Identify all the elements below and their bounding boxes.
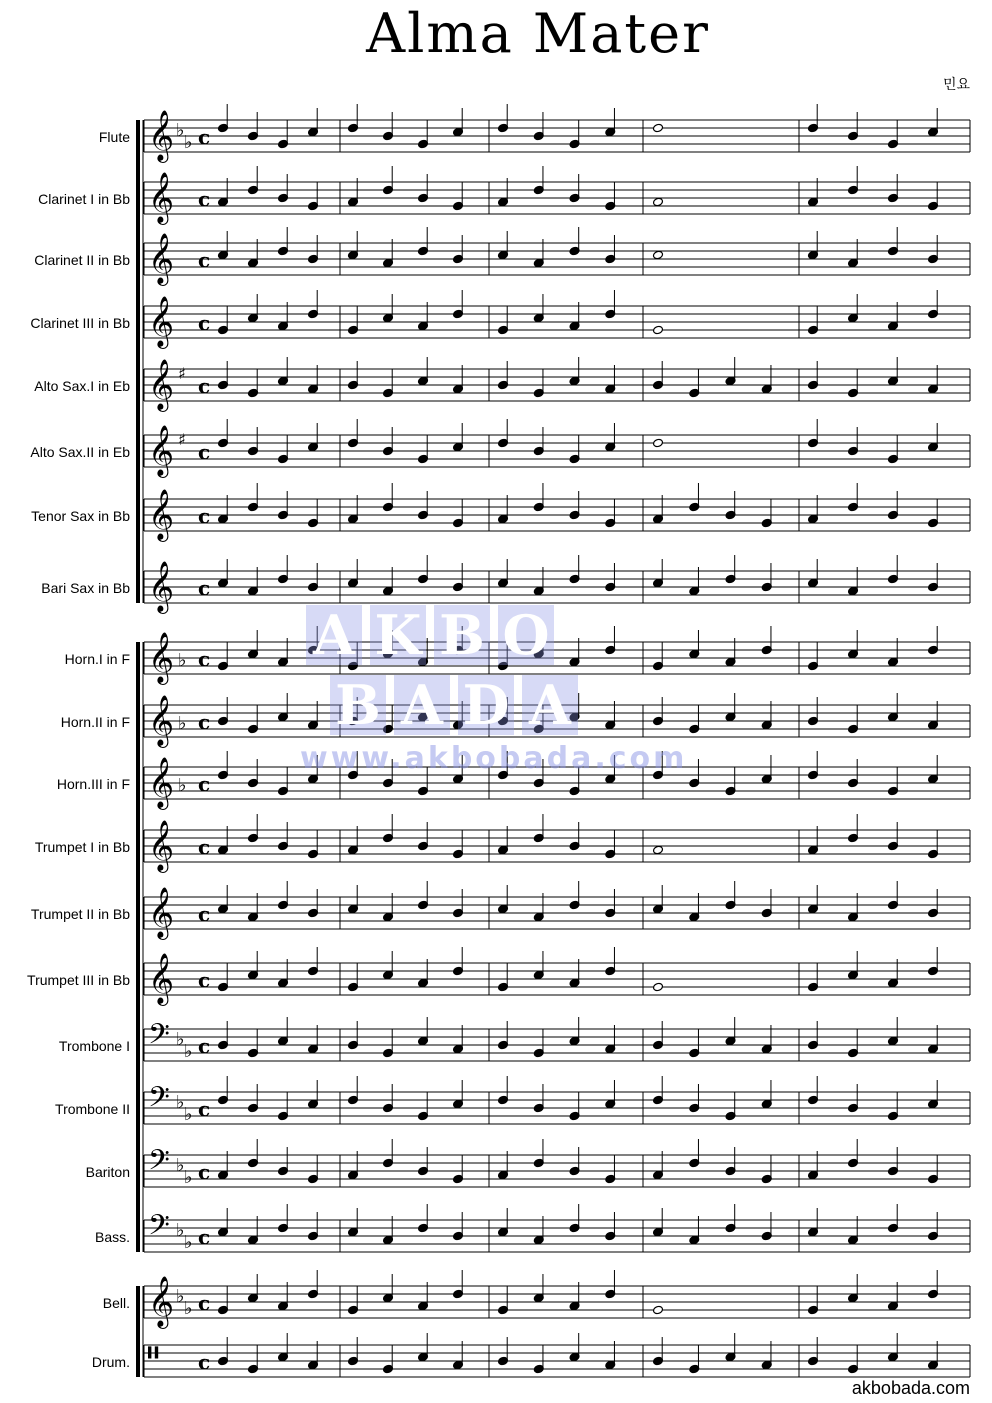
clef-symbol: 𝄞 (148, 695, 175, 746)
clef-symbol: 𝄞 (148, 359, 175, 410)
instrument-label: Alto Sax.II in Eb (30, 444, 130, 460)
flat-sign: ♭ (184, 1167, 193, 1188)
note-head (653, 325, 664, 335)
instrument-label: Trombone I (58, 1038, 130, 1054)
flat-sign: ♭ (176, 1029, 185, 1050)
flat-sign: ♭ (178, 650, 187, 671)
flat-sign: ♭ (178, 713, 187, 734)
instrument-label: Trumpet III in Bb (27, 972, 130, 988)
instrument-label: Horn.III in F (56, 776, 130, 792)
clef-symbol: 𝄢 (148, 1081, 170, 1121)
clef-symbol: 𝄞 (148, 561, 175, 612)
score-title: Alma Mater (366, 2, 710, 65)
time-signature: c (198, 772, 211, 796)
sharp-sign: ♯ (178, 364, 186, 383)
composer-credit: 민요 (942, 76, 970, 92)
clef-symbol: 𝄞 (148, 425, 175, 476)
note-head (653, 123, 664, 133)
instrument-label: Clarinet II in Bb (34, 252, 130, 268)
flat-sign: ♭ (176, 120, 185, 141)
instrument-label: Trumpet I in Bb (34, 839, 130, 855)
note-head (653, 250, 664, 260)
time-signature: c (198, 1225, 211, 1249)
note-head (653, 982, 664, 992)
instrument-label: Horn.II in F (60, 714, 130, 730)
instrument-label: Trumpet II in Bb (30, 906, 130, 922)
time-signature: c (198, 1160, 211, 1184)
flat-sign: ♭ (176, 1092, 185, 1113)
clef-symbol: 𝄢 (148, 1018, 170, 1058)
flat-sign: ♭ (184, 1104, 193, 1125)
time-signature: c (198, 504, 211, 528)
instrument-label: Bari Sax in Bb (41, 580, 130, 596)
flat-sign: ♭ (176, 1286, 185, 1307)
watermark-url: www.akbobada.com (300, 741, 688, 776)
instrument-label: Horn.I in F (64, 651, 130, 667)
watermark-letter: A (306, 605, 362, 665)
instrument-label: Drum. (91, 1354, 130, 1370)
instrument-label: Alto Sax.I in Eb (34, 378, 130, 394)
flat-sign: ♭ (184, 1041, 193, 1062)
time-signature: c (198, 902, 211, 926)
time-signature: c (198, 1034, 211, 1058)
flat-sign: ♭ (184, 1232, 193, 1253)
time-signature: c (198, 647, 211, 671)
clef-symbol: 𝄞 (148, 172, 175, 223)
time-signature: c (198, 710, 211, 734)
note-head (653, 845, 664, 855)
note-head (653, 438, 664, 448)
clef-symbol: 𝄞 (148, 632, 175, 683)
time-signature: c (198, 125, 211, 149)
instrument-label: Trombone II (55, 1101, 130, 1117)
clef-symbol: 𝄥 (148, 1334, 159, 1374)
watermark-letter: A (522, 675, 578, 735)
clef-symbol: 𝄞 (148, 296, 175, 347)
watermark-letter: O (498, 605, 554, 665)
clef-symbol: 𝄢 (148, 1144, 170, 1184)
clef-symbol: 𝄞 (148, 953, 175, 1004)
note-head (653, 1305, 664, 1315)
clef-symbol: 𝄞 (148, 820, 175, 871)
watermark-letter: B (434, 605, 490, 665)
instrument-label: Bell. (102, 1295, 130, 1311)
watermark-letter: K (370, 605, 426, 665)
flat-sign: ♭ (184, 132, 193, 153)
flat-sign: ♭ (176, 1155, 185, 1176)
flat-sign: ♭ (184, 1298, 193, 1319)
clef-symbol: 𝄢 (148, 1209, 170, 1249)
watermark-letter: A (394, 675, 450, 735)
time-signature: c (198, 968, 211, 992)
instrument-label: Clarinet III in Bb (30, 315, 130, 331)
watermark-letter: D (458, 675, 514, 735)
clef-symbol: 𝄞 (148, 1276, 175, 1327)
time-signature: c (198, 187, 211, 211)
watermark-letter: B (330, 675, 386, 735)
time-signature: c (198, 576, 211, 600)
clef-symbol: 𝄞 (148, 233, 175, 284)
instrument-label: Bariton (85, 1164, 130, 1180)
time-signature: c (198, 1097, 211, 1121)
time-signature: c (198, 1291, 211, 1315)
note-head (653, 197, 664, 207)
clef-symbol: 𝄞 (148, 489, 175, 540)
time-signature: c (198, 1350, 211, 1374)
sharp-sign: ♯ (178, 430, 186, 449)
instrument-label: Bass. (94, 1229, 130, 1245)
instrument-label: Tenor Sax in Bb (31, 508, 130, 524)
time-signature: c (198, 374, 211, 398)
time-signature: c (198, 311, 211, 335)
clef-symbol: 𝄞 (148, 757, 175, 808)
time-signature: c (198, 835, 211, 859)
time-signature: c (198, 440, 211, 464)
instrument-label: Clarinet I in Bb (38, 191, 130, 207)
footer-site: akbobada.com (851, 1378, 970, 1398)
flat-sign: ♭ (178, 775, 187, 796)
time-signature: c (198, 248, 211, 272)
clef-symbol: 𝄞 (148, 110, 175, 161)
flat-sign: ♭ (176, 1220, 185, 1241)
instrument-label: Flute (98, 129, 130, 145)
clef-symbol: 𝄞 (148, 887, 175, 938)
